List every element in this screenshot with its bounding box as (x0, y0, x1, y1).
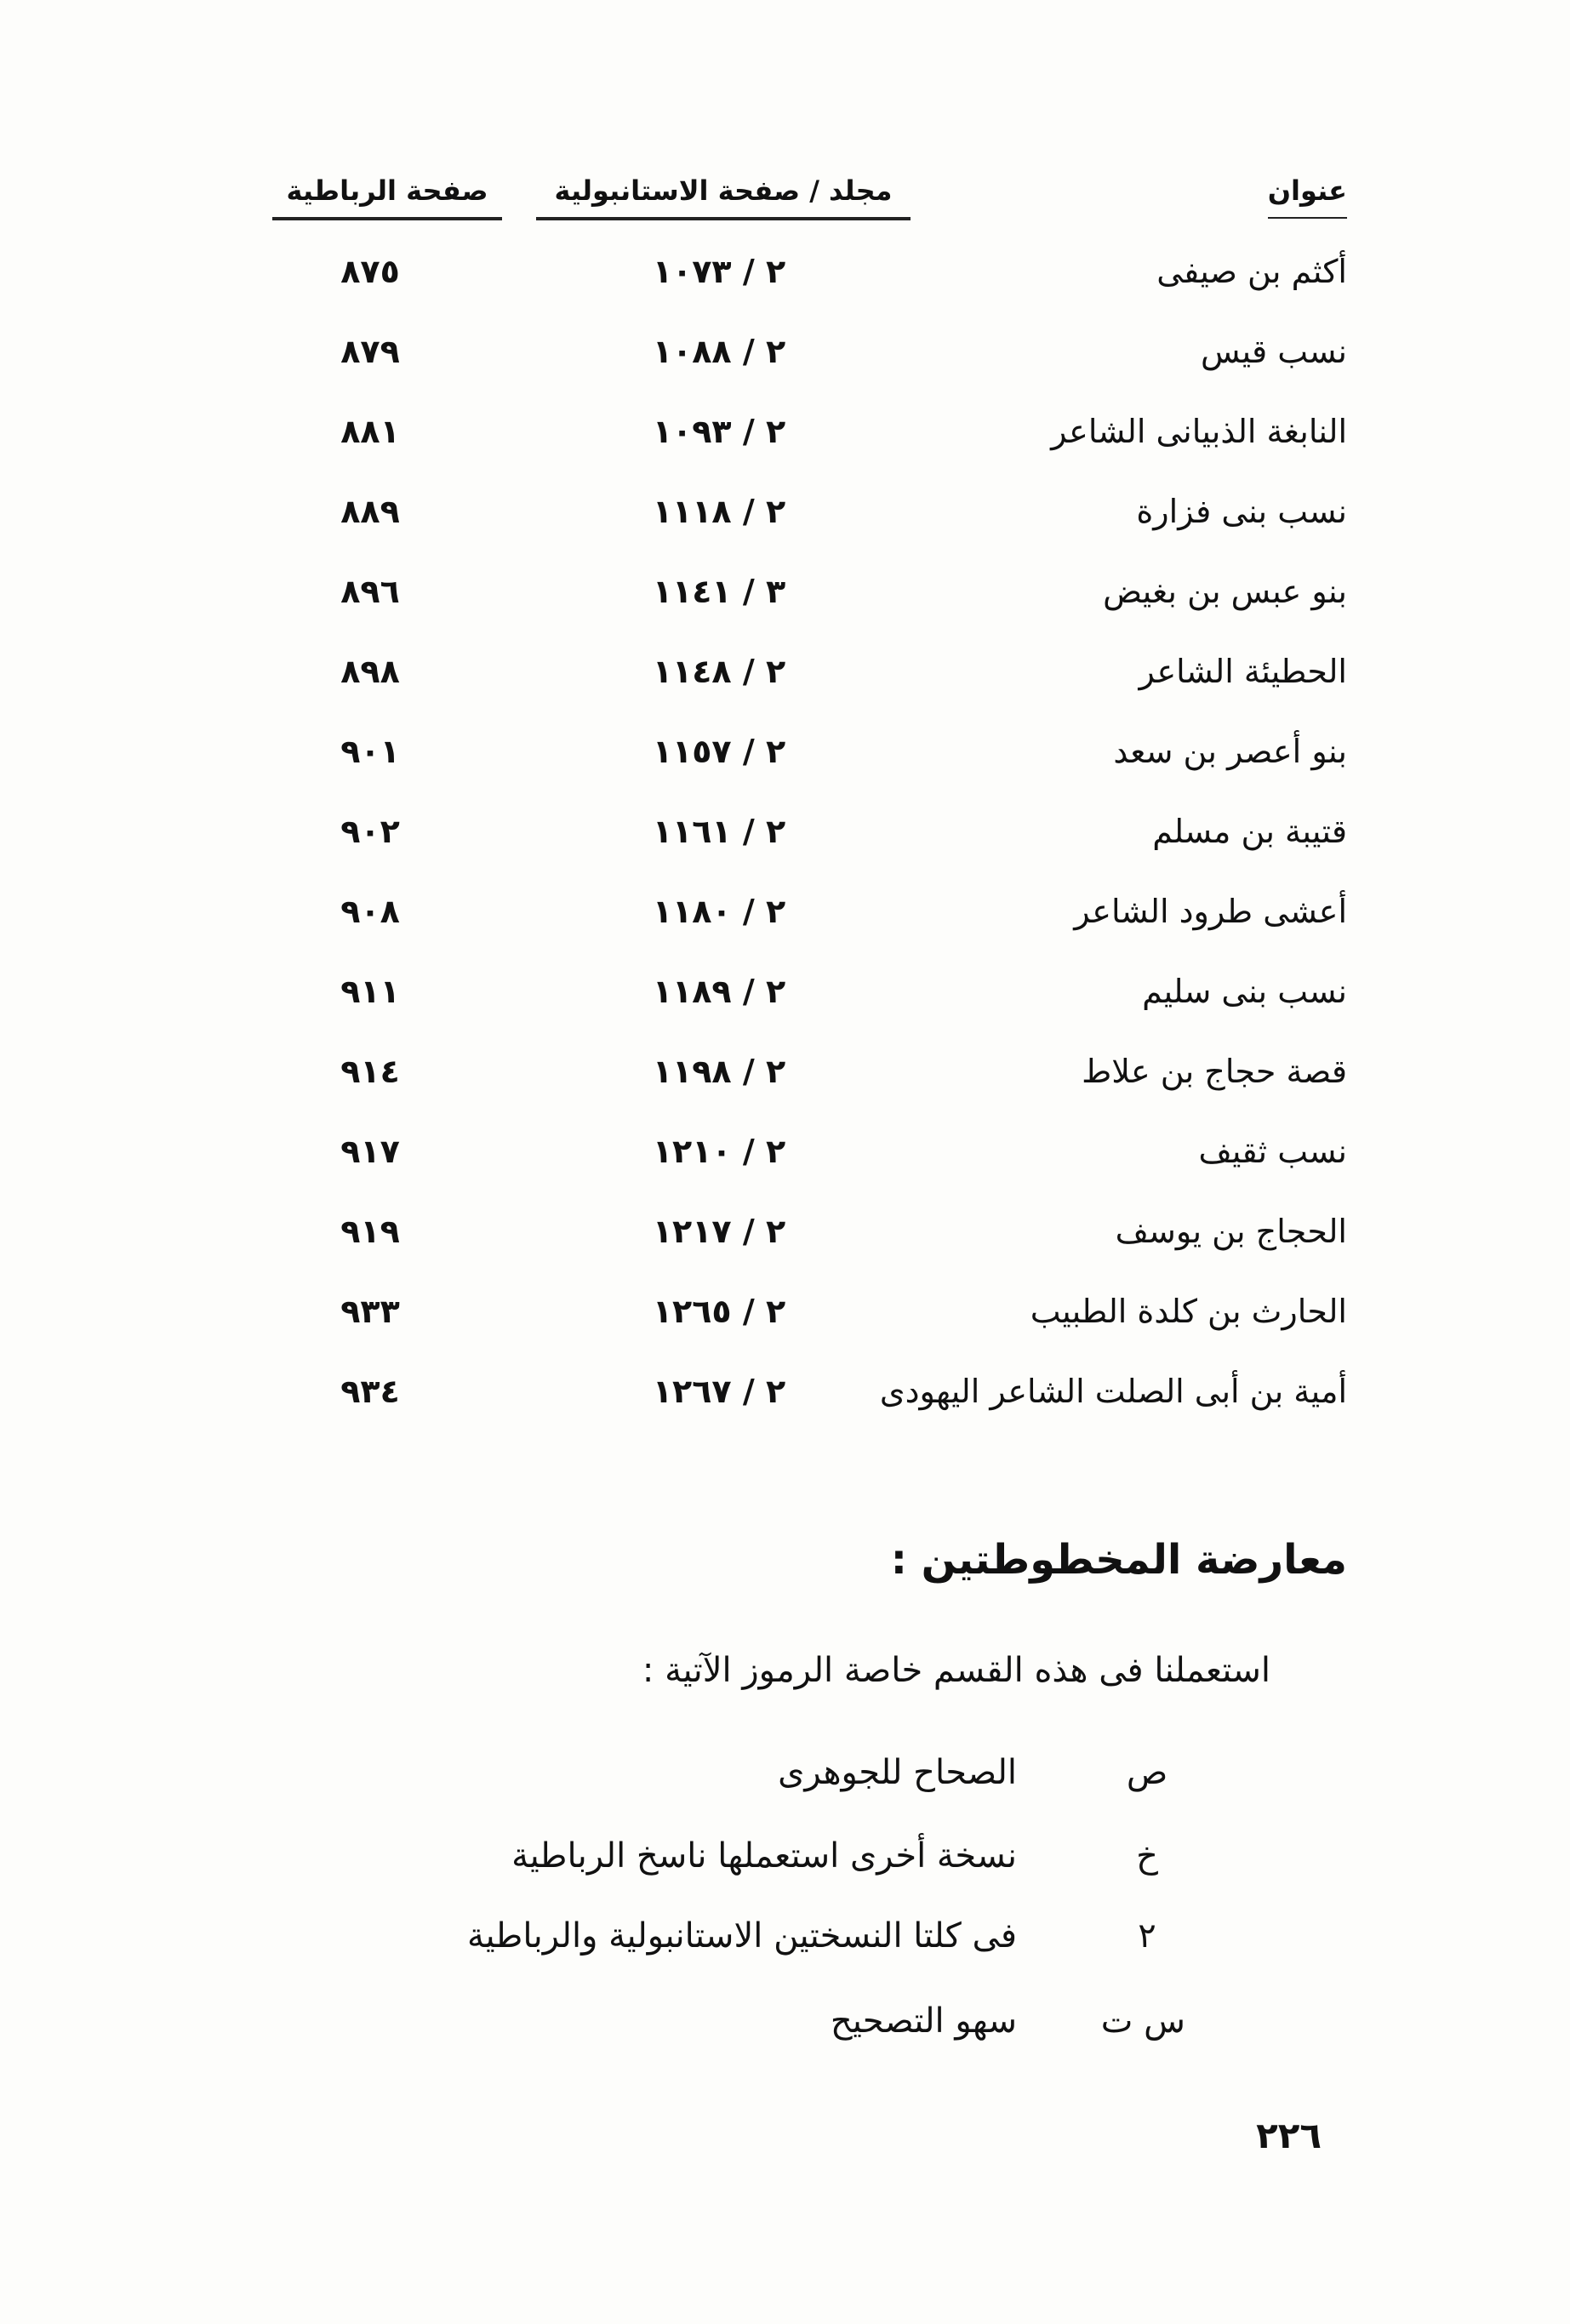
table-row (0, 1054, 1570, 1133)
row-title: نسب قيس (1201, 333, 1347, 370)
table-row (0, 414, 1570, 494)
row-istanbul-ref: ٣ / ١١٤١ (652, 573, 786, 610)
legend-symbol: س ت (1100, 2001, 1185, 2041)
header-ribatiya: صفحة الرباطية (272, 174, 502, 220)
row-istanbul-ref: ٢ / ١٢٦٥ (652, 1293, 786, 1330)
row-ribatiya-page: ٩٠٢ (340, 813, 400, 850)
page-number: ٢٢٦ (1256, 2115, 1322, 2156)
row-istanbul-ref: ٢ / ١١٨٠ (652, 893, 786, 930)
table-row (0, 814, 1570, 894)
row-title: أعشى طرود الشاعر (1074, 893, 1347, 930)
row-ribatiya-page: ٩٠٨ (340, 893, 400, 930)
table-row (0, 254, 1570, 334)
row-ribatiya-page: ٨٨٩ (340, 493, 400, 530)
row-title: قصة حجاج بن علاط (1082, 1053, 1347, 1090)
row-ribatiya-page: ٨٨١ (340, 413, 400, 450)
legend-meaning: فى كلتا النسختين الاستانبولية والرباطية (467, 1916, 1017, 1956)
row-ribatiya-page: ٩١٩ (340, 1213, 400, 1250)
row-title: نسب بنى فزارة (1136, 493, 1347, 530)
table-row (0, 974, 1570, 1054)
row-title: نسب بنى سليم (1142, 973, 1347, 1010)
table-row (0, 334, 1570, 414)
row-ribatiya-page: ٨٩٨ (340, 653, 400, 690)
row-istanbul-ref: ٢ / ١٠٩٣ (652, 413, 786, 450)
table-row (0, 494, 1570, 574)
row-title: الحطيئة الشاعر (1139, 653, 1347, 690)
row-istanbul-ref: ٢ / ١٢١٧ (652, 1213, 786, 1250)
table-row (0, 1373, 1570, 1453)
row-istanbul-ref: ٢ / ١١١٨ (652, 493, 786, 530)
row-ribatiya-page: ٩١٧ (340, 1133, 400, 1170)
table-row (0, 1293, 1570, 1373)
table-row (0, 654, 1570, 734)
row-istanbul-ref: ٢ / ١٠٧٣ (652, 253, 786, 290)
row-istanbul-ref: ٢ / ١١٦١ (652, 813, 786, 850)
row-istanbul-ref: ٢ / ١٢٦٧ (652, 1373, 786, 1410)
row-istanbul-ref: ٢ / ١١٨٩ (652, 973, 786, 1010)
row-title: نسب ثقيف (1198, 1133, 1347, 1170)
row-ribatiya-page: ٩١٤ (340, 1053, 400, 1090)
row-title: أمية بن أبى الصلت الشاعر اليهودى (879, 1373, 1347, 1410)
table-row (0, 1133, 1570, 1213)
row-title: بنو أعصر بن سعد (1113, 733, 1347, 770)
row-istanbul-ref: ٢ / ١١٩٨ (652, 1053, 786, 1090)
header-title: عنوان (1268, 174, 1347, 219)
row-ribatiya-page: ٩٣٣ (340, 1293, 400, 1330)
table-row (0, 734, 1570, 814)
legend-meaning: نسخة أخرى استعملها ناسخ الرباطية (511, 1836, 1017, 1876)
row-ribatiya-page: ٩١١ (340, 973, 400, 1010)
legend-symbol: ص (1126, 1753, 1168, 1792)
row-title: أكثم بن صيفى (1156, 253, 1347, 290)
legend-symbol: ٢ (1138, 1916, 1156, 1956)
row-title: الحجاج بن يوسف (1115, 1213, 1347, 1250)
section-heading: معارضة المخطوطتين : (890, 1536, 1347, 1584)
row-istanbul-ref: ٢ / ١٢١٠ (652, 1133, 786, 1170)
legend-symbol: خ (1136, 1836, 1158, 1876)
row-title: الحارث بن كلدة الطبيب (1030, 1293, 1347, 1330)
table-row (0, 574, 1570, 654)
row-istanbul-ref: ٢ / ١١٤٨ (652, 653, 786, 690)
legend-meaning: الصحاح للجوهرى (778, 1753, 1017, 1792)
row-ribatiya-page: ٩٣٤ (340, 1373, 400, 1410)
table-row (0, 894, 1570, 974)
row-istanbul-ref: ٢ / ١١٥٧ (652, 733, 786, 770)
row-ribatiya-page: ٨٧٥ (340, 253, 400, 290)
row-ribatiya-page: ٩٠١ (340, 733, 400, 770)
row-title: قتيبة بن مسلم (1152, 813, 1347, 850)
legend-meaning: سهو التصحيح (830, 2001, 1017, 2041)
header-istanbul: مجلد / صفحة الاستانبولية (536, 174, 911, 220)
row-ribatiya-page: ٨٧٩ (340, 333, 400, 370)
row-title: بنو عبس بن بغيض (1103, 573, 1347, 610)
row-istanbul-ref: ٢ / ١٠٨٨ (652, 333, 786, 370)
row-title: النابغة الذبيانى الشاعر (1051, 413, 1347, 450)
section-intro: استعملنا فى هذه القسم خاصة الرموز الآتية : (642, 1651, 1270, 1690)
table-row (0, 1213, 1570, 1293)
row-ribatiya-page: ٨٩٦ (340, 573, 400, 610)
